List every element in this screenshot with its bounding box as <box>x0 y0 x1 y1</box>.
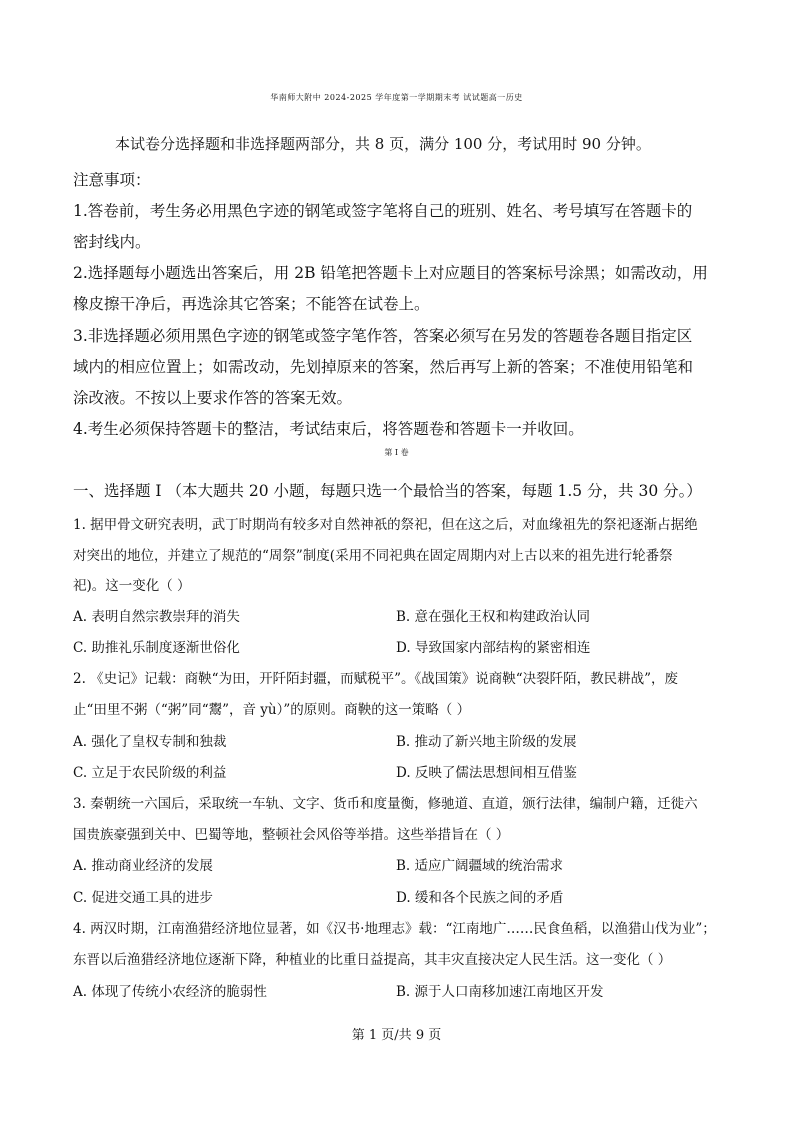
question-3-option-d: D. 缓和各个民族之间的矛盾 <box>396 890 564 906</box>
question-3-line-1: 3. 秦朝统一六国后，采取统一车轨、文字、货币和度量衡，修驰道、直道，颁行法律，编制户籍，迁徙六 <box>73 796 698 812</box>
question-3-option-c: C. 促进交通工具的进步 <box>73 890 213 906</box>
page-footer: 第 1 页/共 9 页 <box>351 1028 442 1043</box>
question-1-option-c: C. 助推礼乐制度逐渐世俗化 <box>73 640 240 656</box>
note-item-4: 4.考生必须保持答题卡的整洁，考试结束后，将答题卷和答题卡一并收回。 <box>73 420 584 438</box>
question-4-line-2: 东晋以后渔猎经济地位逐渐下降，种植业的比重日益提高，其丰灾直接决定人民生活。这一变化（ ） <box>73 952 672 968</box>
note-item-2-line-1: 2.选择题每小题选出答案后，用 2B 铅笔把答题卡上对应题目的答案标号涂黑；如需改动，用 <box>73 264 708 282</box>
question-4-line-1: 4. 两汉时期，江南渔猎经济地位显著，如《汉书·地理志》载：“江南地广……民食鱼稻，以渔猎山伐为业”； <box>73 921 716 937</box>
question-1-option-a: A. 表明自然宗教崇拜的消失 <box>73 609 240 625</box>
question-2-line-2: 止“田里不粥（“粥”同“鬻”，音 yù）”的原则。商鞅的这一策略（ ） <box>73 702 471 718</box>
question-3-line-2: 国贵族豪强到关中、巴蜀等地，整顿社会风俗等举措。这些举措旨在（ ） <box>73 827 510 843</box>
question-1-option-b: B. 意在强化王权和构建政治认同 <box>396 609 591 625</box>
question-3-option-a: A. 推动商业经济的发展 <box>73 858 213 874</box>
question-2-option-b: B. 推动了新兴地主阶级的发展 <box>396 734 577 750</box>
note-item-3-line-1: 3.非选择题必须用黑色字迹的钢笔或签字笔作答，答案必须写在另发的答题卷各题目指定区 <box>73 327 693 345</box>
question-1-option-d: D. 导致国家内部结构的紧密相连 <box>396 640 591 656</box>
note-item-1-line-1: 1.答卷前，考生务必用黑色字迹的钢笔或签字笔将自己的班别、姓名、考号填写在答题卡的 <box>73 202 693 220</box>
question-2-option-a: A. 强化了皇权专制和独裁 <box>73 734 227 750</box>
question-4-option-b: B. 源于人口南移加速江南地区开发 <box>396 984 604 1000</box>
question-1-line-3: 祀)。这一变化（ ） <box>73 578 191 594</box>
note-item-3-line-3: 涂改液。不按以上要求作答的答案无效。 <box>73 389 353 407</box>
notes-heading: 注意事项： <box>73 171 151 189</box>
note-item-2-line-2: 橡皮擦干净后，再选涂其它答案；不能答在试卷上。 <box>73 295 430 313</box>
volume-title: 第 I 卷 <box>384 448 409 457</box>
note-item-1-line-2: 密封线内。 <box>73 233 151 251</box>
question-2-option-c: C. 立足于农民阶级的利益 <box>73 765 227 781</box>
question-3-option-b: B. 适应广阔疆域的统治需求 <box>396 858 564 874</box>
question-2-option-d: D. 反映了儒法思想间相互借鉴 <box>396 765 577 781</box>
question-4-option-a: A. 体现了传统小农经济的脆弱性 <box>73 984 267 1000</box>
question-1-line-2: 对突出的地位，并建立了规范的“周祭”制度(采用不同祀典在固定周期内对上古以来的祖先进行轮番祭 <box>73 548 673 564</box>
page-title: 华南师大附中 2024-2025 学年度第一学期期末考 试试题高一历史 <box>270 93 523 102</box>
note-item-3-line-2: 域内的相应位置上；如需改动，先划掉原来的答案，然后再写上新的答案；不准使用铅笔和 <box>73 358 694 376</box>
question-1-line-1: 1. 据甲骨文研究表明，武丁时期尚有较多对自然神祇的祭祀，但在这之后，对血缘祖先的祭祀逐渐占据绝 <box>73 517 698 533</box>
question-2-line-1: 2. 《史记》记载：商鞅“为田，开阡陌封疆，而赋税平”。《战国策》说商鞅“决裂阡陌，教民耕战”，废 <box>73 671 679 687</box>
section-heading: 一、选择题 I （本大题共 20 小题，每题只选一个最恰当的答案，每题 1.5 分，共 30 分。） <box>73 482 702 500</box>
exam-intro: 本试卷分选择题和非选择题两部分，共 8 页，满分 100 分，考试用时 90 分钟。 <box>115 135 651 153</box>
